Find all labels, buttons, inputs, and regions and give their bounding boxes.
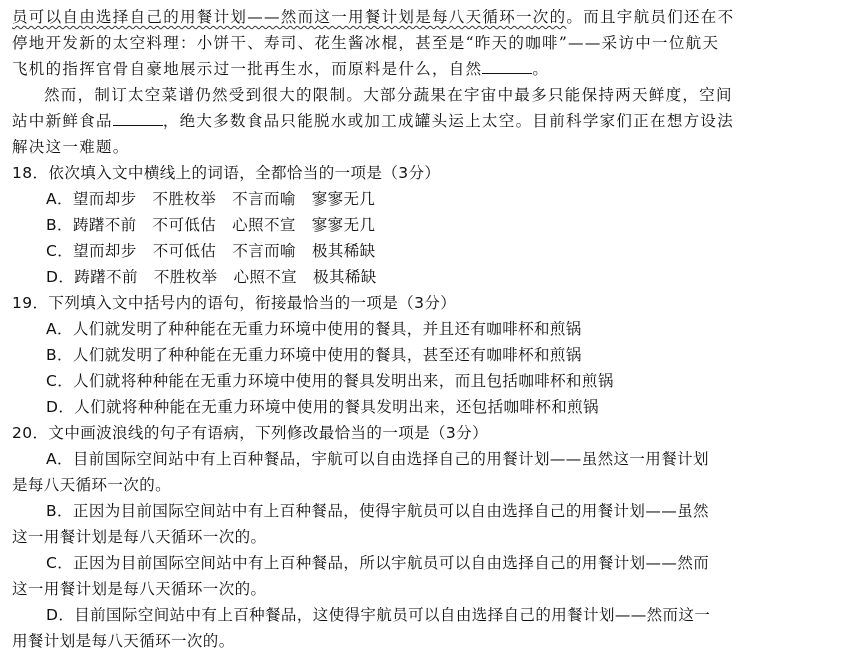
question-18-stem: 18．依次填入文中横线上的词语，全都恰当的一项是（3分） (12, 164, 441, 182)
passage-line: 停地开发新的太空料理：小饼干、寿司、花生酱冰棍，甚至是“昨天的咖啡”——采访中一位航天 (12, 34, 720, 52)
passage-text: 站中新鲜食品 (12, 112, 113, 130)
passage-line (12, 56, 549, 82)
question-20-option-c-cont: 这一用餐计划是每八天循环一次的。 (12, 580, 267, 598)
passage-line (12, 4, 734, 30)
passage-line: 解决这一难题。 (12, 138, 130, 156)
passage-text: 飞机的指挥官骨自豪地展示过一批再生水，而原料是什么，自然 (12, 60, 483, 78)
question-20-option-a-cont: 是每八天循环一次的。 (12, 476, 172, 494)
question-20-option-d-cont: 用餐计划是每八天循环一次的。 (12, 632, 235, 650)
question-18-option-d: D．踌躇不前 不胜枚举 心照不宣 极其稀缺 (46, 268, 377, 286)
question-20-option-a: A．目前国际空间站中有上百种餐品，宇航可以自由选择自己的用餐计划——虽然这一用餐计划 (46, 450, 709, 468)
fill-blank (482, 57, 532, 74)
question-19-option-c: C．人们就将种种能在无重力环境中使用的餐具发明出来，而且包括咖啡杯和煎锅 (46, 372, 614, 390)
question-19-stem: 19．下列填入文中括号内的语句，衔接最恰当的一项是（3分） (12, 294, 457, 312)
question-18-option-c: C．望而却步 不可低估 不言而喻 极其稀缺 (46, 242, 376, 260)
question-20-option-d: D．目前国际空间站中有上百种餐品，这使得宇航员可以自由选择自己的用餐计划——然而这一 (46, 606, 711, 624)
question-20-stem: 20．文中画波浪线的句子有语病，下列修改最恰当的一项是（3分） (12, 424, 488, 442)
passage-line: 然而，制订太空菜谱仍然受到很大的限制。大部分蔬果在宇宙中最多只能保持两天鲜度，空间 (44, 86, 733, 104)
question-20-option-c: C．正因为目前国际空间站中有上百种餐品，所以宇航员可以自由选择自己的用餐计划——然而 (46, 554, 710, 572)
question-19-option-b: B．人们就发明了种种能在无重力环境中使用的餐具，甚至还有咖啡杯和煎锅 (46, 346, 582, 364)
wavy-underlined-sentence: 员可以自由选择自己的用餐计划——然而这一用餐计划是每八天循环一次的 (12, 8, 567, 26)
question-20-option-b: B．正因为目前国际空间站中有上百种餐品，使得宇航员可以自由选择自己的用餐计划——虽然 (46, 502, 709, 520)
passage-text: 。 (532, 60, 550, 78)
question-19-option-d: D．人们就将种种能在无重力环境中使用的餐具发明出来，还包括咖啡杯和煎锅 (46, 398, 599, 416)
question-20-option-b-cont: 这一用餐计划是每八天循环一次的。 (12, 528, 267, 546)
question-19-option-a: A．人们就发明了种种能在无重力环境中使用的餐具，并且还有咖啡杯和煎锅 (46, 320, 582, 338)
passage-line (12, 108, 734, 134)
question-18-option-a: A．望而却步 不胜枚举 不言而喻 寥寥无几 (46, 190, 376, 208)
passage-text: ，绝大多数食品只能脱水或加工成罐头运上太空。目前科学家们正在想方设法 (162, 112, 735, 130)
fill-blank (113, 109, 163, 126)
passage-text: 。而且宇航员们还在不 (566, 8, 735, 26)
question-18-option-b: B．踌躇不前 不可低估 心照不宣 寥寥无几 (46, 216, 376, 234)
